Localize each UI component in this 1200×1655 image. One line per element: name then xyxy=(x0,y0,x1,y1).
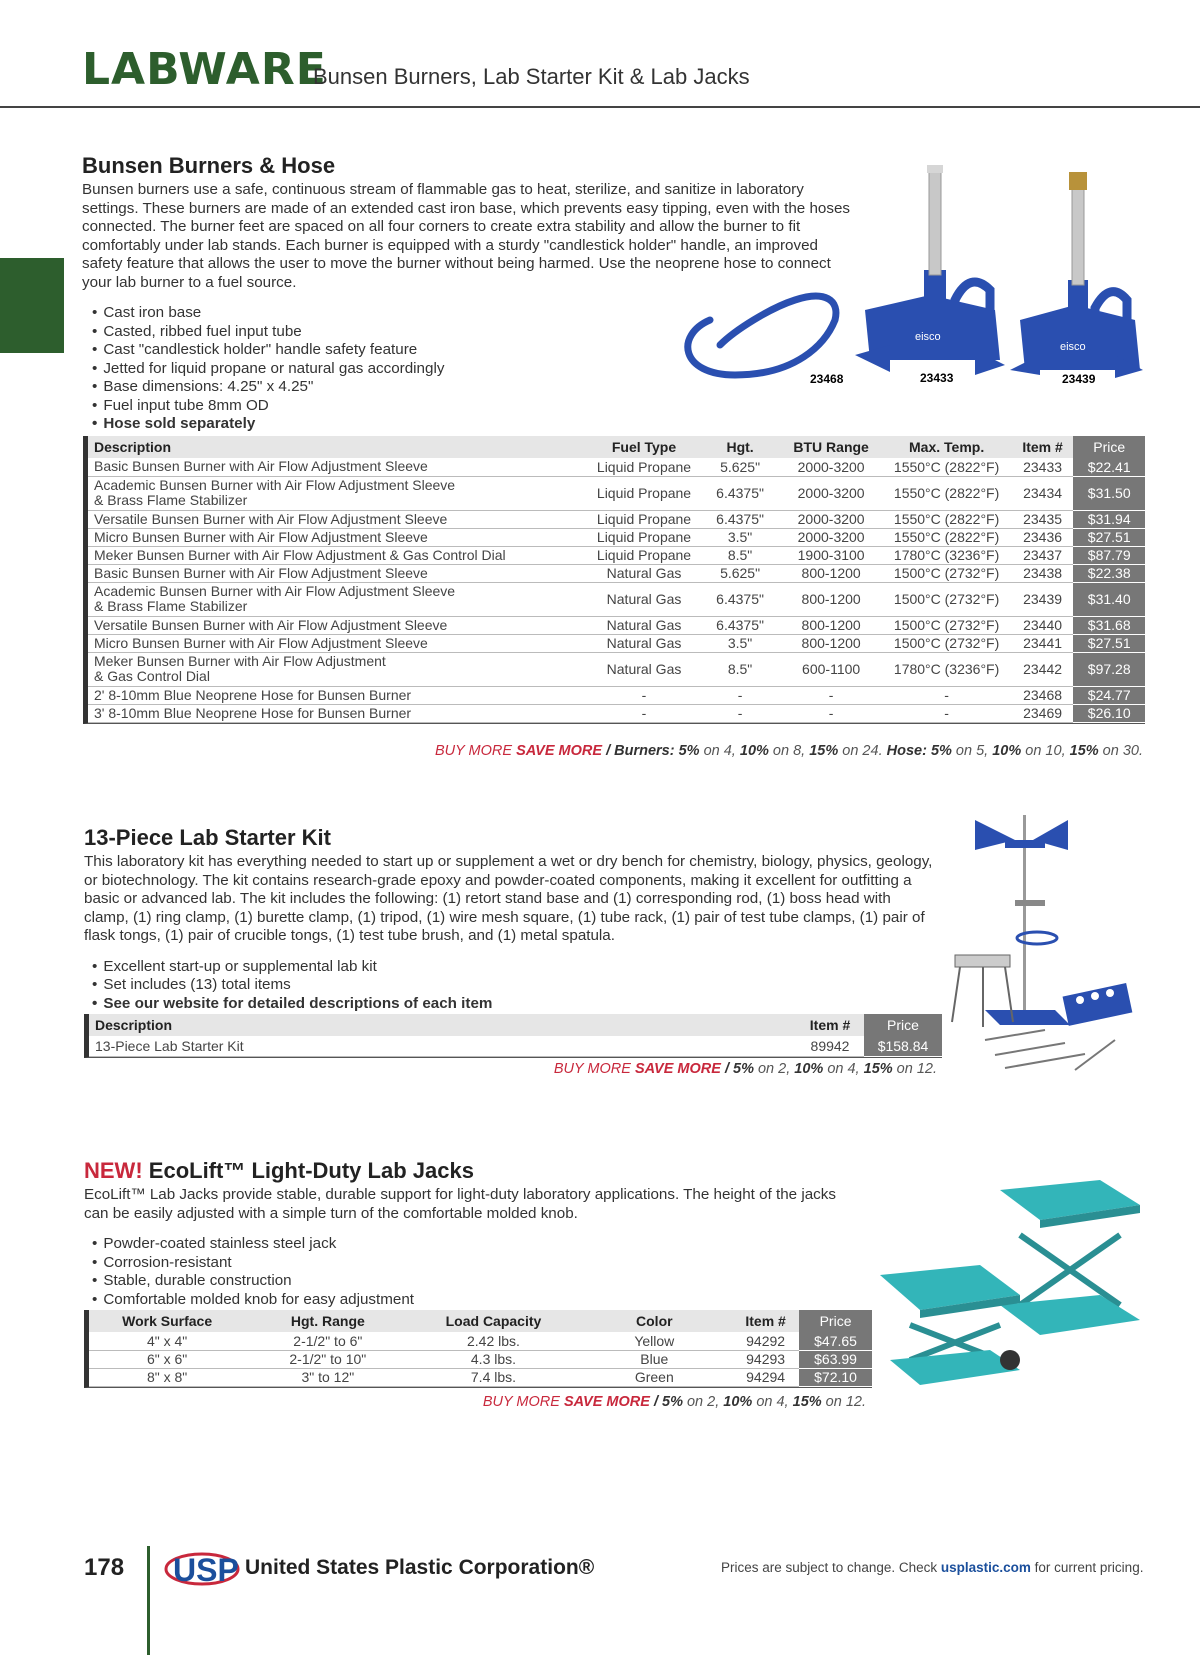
cell-price: $31.94 xyxy=(1073,510,1145,528)
cell-item: 94292 xyxy=(732,1332,799,1350)
image-label: 23439 xyxy=(1062,372,1096,386)
cell-fuel-type: - xyxy=(589,704,700,722)
cell-load-capacity: 2.42 lbs. xyxy=(410,1332,576,1350)
promo-save-more: SAVE MORE xyxy=(563,1394,650,1410)
description-line: & Brass Flame Stabilizer xyxy=(94,492,248,508)
col-header: Work Surface xyxy=(89,1310,245,1332)
cell-item: 23441 xyxy=(1012,634,1074,652)
promo-discount: 15% xyxy=(792,1394,822,1410)
jacks-title-text: EcoLift™ Light-Duty Lab Jacks xyxy=(148,1158,474,1183)
col-header: Item # xyxy=(732,1310,799,1332)
list-item: • Stable, durable construction xyxy=(92,1272,864,1291)
promo-quantity: on 24. xyxy=(838,743,887,759)
cell-price: $158.84 xyxy=(864,1036,942,1056)
cell-max-temp: 1500°C (2732°F) xyxy=(881,582,1011,616)
col-header: Fuel Type xyxy=(589,436,700,458)
promo-quantity: on 4, xyxy=(699,743,740,759)
cell-load-capacity: 4.3 lbs. xyxy=(410,1350,576,1368)
cell-color: Yellow xyxy=(577,1332,733,1350)
col-header: Price xyxy=(799,1310,872,1332)
cell-height: 3.5" xyxy=(699,528,780,546)
cell-price: $31.40 xyxy=(1073,582,1145,616)
cell-height-range: 3" to 12" xyxy=(245,1368,410,1386)
cell-description xyxy=(88,458,589,476)
cell-height: 6.4375" xyxy=(699,476,780,510)
cell-price: $87.79 xyxy=(1073,546,1145,564)
cell-price: $72.10 xyxy=(799,1368,872,1386)
kit-price-table xyxy=(89,1014,942,1057)
col-header: Description xyxy=(88,436,589,458)
cell-max-temp: 1550°C (2822°F) xyxy=(881,458,1011,476)
promo-quantity: on 12. xyxy=(892,1061,937,1077)
header-divider xyxy=(0,106,1200,108)
cell-btu: - xyxy=(781,704,882,722)
usp-logo-icon xyxy=(164,1548,240,1590)
list-item: • Corrosion-resistant xyxy=(92,1254,864,1273)
cell-price: $22.38 xyxy=(1073,564,1145,582)
jacks-price-table xyxy=(89,1310,872,1387)
cell-height-range: 2-1/2" to 10" xyxy=(245,1350,410,1368)
description-line: Versatile Bunsen Burner with Air Flow Adjustment Sleeve xyxy=(94,510,448,527)
cell-max-temp: 1780°C (3236°F) xyxy=(881,546,1011,564)
jacks-table xyxy=(84,1310,872,1388)
cell-item: 23469 xyxy=(1012,704,1074,722)
cell-btu: - xyxy=(781,686,882,704)
promo-save-more: SAVE MORE xyxy=(516,743,603,759)
cell-load-capacity: 7.4 lbs. xyxy=(410,1368,576,1386)
side-tab-marker xyxy=(0,258,64,353)
description-line: Meker Bunsen Burner with Air Flow Adjustment xyxy=(94,653,386,669)
promo-quantity: on 12. xyxy=(821,1394,866,1410)
description-line: & Brass Flame Stabilizer xyxy=(94,598,248,614)
cell-max-temp: 1780°C (3236°F) xyxy=(881,652,1011,686)
promo-buy-more: BUY MORE xyxy=(553,1061,631,1077)
description-line: Micro Bunsen Burner with Air Flow Adjustment Sleeve xyxy=(94,634,428,651)
col-header: Item # xyxy=(1012,436,1074,458)
jacks-description: EcoLift™ Lab Jacks provide stable, durable support for light-duty laboratory applications. The height of the jacks can be easily adjusted with a simple turn of the comfortable molded knob. xyxy=(84,1186,836,1222)
kit-product-image xyxy=(945,810,1145,1080)
cell-btu: 1900-3100 xyxy=(781,546,882,564)
burners-promo xyxy=(435,743,1143,759)
cell-max-temp: 1550°C (2822°F) xyxy=(881,528,1011,546)
promo-quantity: on 10, xyxy=(1021,743,1070,759)
description-line: Meker Bunsen Burner with Air Flow Adjustment & Gas Control Dial xyxy=(94,546,506,563)
table-row xyxy=(88,634,1145,652)
cell-price: $63.99 xyxy=(799,1350,872,1368)
promo-discount: 15% xyxy=(863,1061,893,1077)
cell-description xyxy=(88,616,589,634)
cell-fuel-type: Natural Gas xyxy=(589,634,700,652)
promo-discount: Hose: 5% xyxy=(886,743,952,759)
promo-quantity: on 8, xyxy=(768,743,810,759)
col-header: Hgt. xyxy=(699,436,780,458)
cell-btu: 2000-3200 xyxy=(781,528,882,546)
cell-price: $24.77 xyxy=(1073,686,1145,704)
promo-quantity: on 30. xyxy=(1098,743,1143,759)
description-line: & Gas Control Dial xyxy=(94,668,210,684)
cell-color: Blue xyxy=(577,1350,733,1368)
footer-divider xyxy=(147,1546,150,1655)
table-row xyxy=(88,564,1145,582)
cell-price: $27.51 xyxy=(1073,634,1145,652)
cell-description xyxy=(88,652,589,686)
description-line: Micro Bunsen Burner with Air Flow Adjustment Sleeve xyxy=(94,528,428,545)
cell-height: 5.625" xyxy=(699,564,780,582)
cell-work-surface: 6" x 6" xyxy=(89,1350,245,1368)
cell-btu: 800-1200 xyxy=(781,634,882,652)
cell-item: 94293 xyxy=(732,1350,799,1368)
list-item: • Cast "candlestick holder" handle safety feature xyxy=(92,341,862,360)
cell-fuel-type: Natural Gas xyxy=(589,616,700,634)
burners-title: Bunsen Burners & Hose xyxy=(82,153,336,178)
table-header-row xyxy=(88,436,1145,458)
table-row xyxy=(88,528,1145,546)
cell-fuel-type: - xyxy=(589,686,700,704)
promo-discount: 10% xyxy=(794,1061,824,1077)
col-header: Price xyxy=(1073,436,1145,458)
cell-fuel-type: Liquid Propane xyxy=(589,510,700,528)
cell-fuel-type: Liquid Propane xyxy=(589,476,700,510)
cell-description xyxy=(88,634,589,652)
cell-price: $31.68 xyxy=(1073,616,1145,634)
table-row xyxy=(88,704,1145,722)
list-item: • Fuel input tube 8mm OD xyxy=(92,397,862,416)
cell-description xyxy=(88,476,589,510)
cell-height: 6.4375" xyxy=(699,616,780,634)
cell-item: 23442 xyxy=(1012,652,1074,686)
promo-discount: 15% xyxy=(1069,743,1099,759)
table-row xyxy=(88,616,1145,634)
col-header: Description xyxy=(89,1014,796,1036)
cell-fuel-type: Natural Gas xyxy=(589,564,700,582)
disclaimer-text: Prices are subject to change. Check xyxy=(721,1560,941,1575)
jacks-product-image xyxy=(880,1175,1145,1400)
disclaimer-text: for current pricing. xyxy=(1030,1560,1144,1575)
cell-fuel-type: Liquid Propane xyxy=(589,546,700,564)
description-line: Academic Bunsen Burner with Air Flow Adjustment Sleeve xyxy=(94,477,456,493)
table-row xyxy=(88,652,1145,686)
burners-description: Bunsen burners use a safe, continuous stream of flammable gas to heat, sterilize, and sanitize in laboratory settings. These burners are made of an extended cast iron base, which prevents easy tipping, even with the hoses connected. The burner feet are spaced on all four corners to create extra stability and allow the burner to fit comfortably under lab stands. Each burner is equipped with a sturdy "candlestick holder" handle, an improved safety feature that allows the user to move the burner without being harmed. Use the neoprene hose to connect your lab burner to a fuel source. xyxy=(82,181,850,291)
jacks-promo xyxy=(483,1394,866,1410)
cell-item: 23437 xyxy=(1012,546,1074,564)
cell-fuel-type: Natural Gas xyxy=(589,652,700,686)
section-subtitle: Bunsen Burners, Lab Starter Kit & Lab Jacks xyxy=(313,64,750,89)
list-item: • Cast iron base xyxy=(92,304,862,323)
cell-item: 23435 xyxy=(1012,510,1074,528)
description-line: Versatile Bunsen Burner with Air Flow Adjustment Sleeve xyxy=(94,616,448,633)
image-label: 23468 xyxy=(810,372,844,386)
table-row xyxy=(88,458,1145,476)
cell-btu: 800-1200 xyxy=(781,564,882,582)
promo-discount: 10% xyxy=(739,743,769,759)
kit-feature-list xyxy=(92,958,939,1014)
promo-quantity: on 5, xyxy=(951,743,993,759)
cell-max-temp: 1500°C (2732°F) xyxy=(881,564,1011,582)
description-line: Basic Bunsen Burner with Air Flow Adjustment Sleeve xyxy=(94,564,428,581)
cell-description xyxy=(88,582,589,616)
burners-table xyxy=(83,436,1145,724)
image-label: 23433 xyxy=(920,371,954,385)
col-header: BTU Range xyxy=(781,436,882,458)
list-item: • Excellent start-up or supplemental lab kit xyxy=(92,958,939,977)
cell-price: $27.51 xyxy=(1073,528,1145,546)
burner-23433-image xyxy=(855,165,1005,375)
list-item: • Powder-coated stainless steel jack xyxy=(92,1235,864,1254)
description-line: 2' 8-10mm Blue Neoprene Hose for Bunsen Burner xyxy=(94,686,412,703)
cell-height: 6.4375" xyxy=(699,582,780,616)
cell-height: 6.4375" xyxy=(699,510,780,528)
cell-price: $47.65 xyxy=(799,1332,872,1350)
pricing-disclaimer xyxy=(721,1560,1143,1575)
table-row xyxy=(89,1350,872,1368)
table-row xyxy=(89,1036,942,1056)
kit-table xyxy=(84,1014,942,1058)
company-name: United States Plastic Corporation® xyxy=(245,1556,595,1579)
cell-height: 8.5" xyxy=(699,652,780,686)
svg-text:eisco: eisco xyxy=(1060,341,1086,353)
promo-discount: / 5% xyxy=(653,1394,683,1410)
promo-discount: 10% xyxy=(723,1394,753,1410)
kit-promo xyxy=(554,1061,937,1077)
table-row xyxy=(88,476,1145,510)
kit-section-text xyxy=(84,825,939,1013)
promo-save-more: SAVE MORE xyxy=(634,1061,721,1077)
cell-height: - xyxy=(699,686,780,704)
cell-item: 23438 xyxy=(1012,564,1074,582)
jacks-title xyxy=(84,1158,864,1184)
cell-btu: 600-1100 xyxy=(781,652,882,686)
cell-fuel-type: Liquid Propane xyxy=(589,458,700,476)
table-row xyxy=(89,1368,872,1386)
cell-max-temp: - xyxy=(881,686,1011,704)
table-row xyxy=(88,582,1145,616)
promo-discount: / Burners: 5% xyxy=(606,743,700,759)
cell-max-temp: 1550°C (2822°F) xyxy=(881,510,1011,528)
cell-work-surface: 8" x 8" xyxy=(89,1368,245,1386)
table-row xyxy=(89,1332,872,1350)
col-header: Color xyxy=(577,1310,733,1332)
cell-btu: 2000-3200 xyxy=(781,510,882,528)
cell-price: $22.41 xyxy=(1073,458,1145,476)
cell-height: - xyxy=(699,704,780,722)
page-number: 178 xyxy=(84,1554,125,1581)
col-header: Max. Temp. xyxy=(881,436,1011,458)
list-item-bold: • Hose sold separately xyxy=(92,415,862,434)
list-item: • Comfortable molded knob for easy adjustment xyxy=(92,1291,864,1310)
svg-text:USP: USP xyxy=(173,1552,239,1588)
cell-description xyxy=(88,564,589,582)
col-header: Price xyxy=(864,1014,942,1036)
cell-btu: 800-1200 xyxy=(781,616,882,634)
cell-description: 13-Piece Lab Starter Kit xyxy=(89,1036,796,1056)
cell-max-temp: - xyxy=(881,704,1011,722)
cell-item: 94294 xyxy=(732,1368,799,1386)
cell-item: 23434 xyxy=(1012,476,1074,510)
cell-price: $26.10 xyxy=(1073,704,1145,722)
promo-discount: 15% xyxy=(809,743,839,759)
cell-btu: 2000-3200 xyxy=(781,458,882,476)
cell-btu: 2000-3200 xyxy=(781,476,882,510)
promo-quantity: on 4, xyxy=(752,1394,793,1410)
list-item: • Set includes (13) total items xyxy=(92,976,939,995)
cell-color: Green xyxy=(577,1368,733,1386)
cell-work-surface: 4" x 4" xyxy=(89,1332,245,1350)
cell-item: 23439 xyxy=(1012,582,1074,616)
promo-buy-more: BUY MORE xyxy=(434,743,513,759)
description-line: Academic Bunsen Burner with Air Flow Adjustment Sleeve xyxy=(94,583,456,599)
cell-height-range: 2-1/2" to 6" xyxy=(245,1332,410,1350)
table-header-row xyxy=(89,1014,942,1036)
cell-item: 89942 xyxy=(796,1036,864,1056)
promo-discount: / 5% xyxy=(724,1061,754,1077)
list-item: • Jetted for liquid propane or natural gas accordingly xyxy=(92,360,862,379)
promo-discount: 10% xyxy=(992,743,1022,759)
section-brand-title: LABWARE xyxy=(82,44,327,95)
svg-text:eisco: eisco xyxy=(915,331,941,343)
list-item: • Base dimensions: 4.25" x 4.25" xyxy=(92,378,862,397)
cell-height: 8.5" xyxy=(699,546,780,564)
new-badge: NEW! xyxy=(84,1158,143,1183)
table-header-row xyxy=(89,1310,872,1332)
cell-btu: 800-1200 xyxy=(781,582,882,616)
cell-description xyxy=(88,686,589,704)
hose-image xyxy=(688,296,836,375)
col-header: Hgt. Range xyxy=(245,1310,410,1332)
website-link[interactable]: usplastic.com xyxy=(940,1560,1031,1575)
cell-fuel-type: Natural Gas xyxy=(589,582,700,616)
cell-max-temp: 1550°C (2822°F) xyxy=(881,476,1011,510)
cell-height: 3.5" xyxy=(699,634,780,652)
col-header: Load Capacity xyxy=(410,1310,576,1332)
promo-quantity: on 4, xyxy=(823,1061,864,1077)
cell-price: $31.50 xyxy=(1073,476,1145,510)
burner-23439-image xyxy=(1010,172,1143,378)
cell-description xyxy=(88,510,589,528)
promo-buy-more: BUY MORE xyxy=(482,1394,560,1410)
cell-price: $97.28 xyxy=(1073,652,1145,686)
cell-item: 23468 xyxy=(1012,686,1074,704)
kit-title: 13-Piece Lab Starter Kit xyxy=(84,825,331,850)
cell-max-temp: 1500°C (2732°F) xyxy=(881,616,1011,634)
cell-description xyxy=(88,704,589,722)
cell-fuel-type: Liquid Propane xyxy=(589,528,700,546)
table-row xyxy=(88,510,1145,528)
table-row xyxy=(88,686,1145,704)
cell-height: 5.625" xyxy=(699,458,780,476)
jacks-feature-list xyxy=(92,1235,864,1309)
promo-quantity: on 2, xyxy=(682,1394,724,1410)
cell-max-temp: 1500°C (2732°F) xyxy=(881,634,1011,652)
cell-description xyxy=(88,546,589,564)
promo-quantity: on 2, xyxy=(753,1061,795,1077)
description-line: 3' 8-10mm Blue Neoprene Hose for Bunsen Burner xyxy=(94,704,412,721)
cell-item: 23433 xyxy=(1012,458,1074,476)
cell-item: 23440 xyxy=(1012,616,1074,634)
burners-product-image xyxy=(675,160,1145,390)
description-line: Basic Bunsen Burner with Air Flow Adjustment Sleeve xyxy=(94,458,428,475)
list-item: • Casted, ribbed fuel input tube xyxy=(92,323,862,342)
burners-price-table xyxy=(88,436,1145,723)
kit-description: This laboratory kit has everything needed to start up or supplement a wet or dry bench for chemistry, biology, physics, geology, or biotechnology. The kit contains research-grade epoxy and powder-coated components, making it excellent for outfitting a basic or advanced lab. The kit includes the following: (1) retort stand base and (1) corresponding rod, (1) boss head with clamp, (1) ring clamp, (1) burette clamp, (1) tripod, (1) wire mesh square, (1) tube rack, (1) pair of test tube clamps, (1) pair of flask tongs, (1) pair of crucible tongs, (1) test tube brush, and (1) metal spatula. xyxy=(84,853,933,944)
cell-description xyxy=(88,528,589,546)
cell-item: 23436 xyxy=(1012,528,1074,546)
jacks-section-text xyxy=(84,1158,864,1309)
table-row xyxy=(88,546,1145,564)
list-item-bold: • See our website for detailed descriptions of each item xyxy=(92,995,939,1014)
col-header: Item # xyxy=(796,1014,864,1036)
